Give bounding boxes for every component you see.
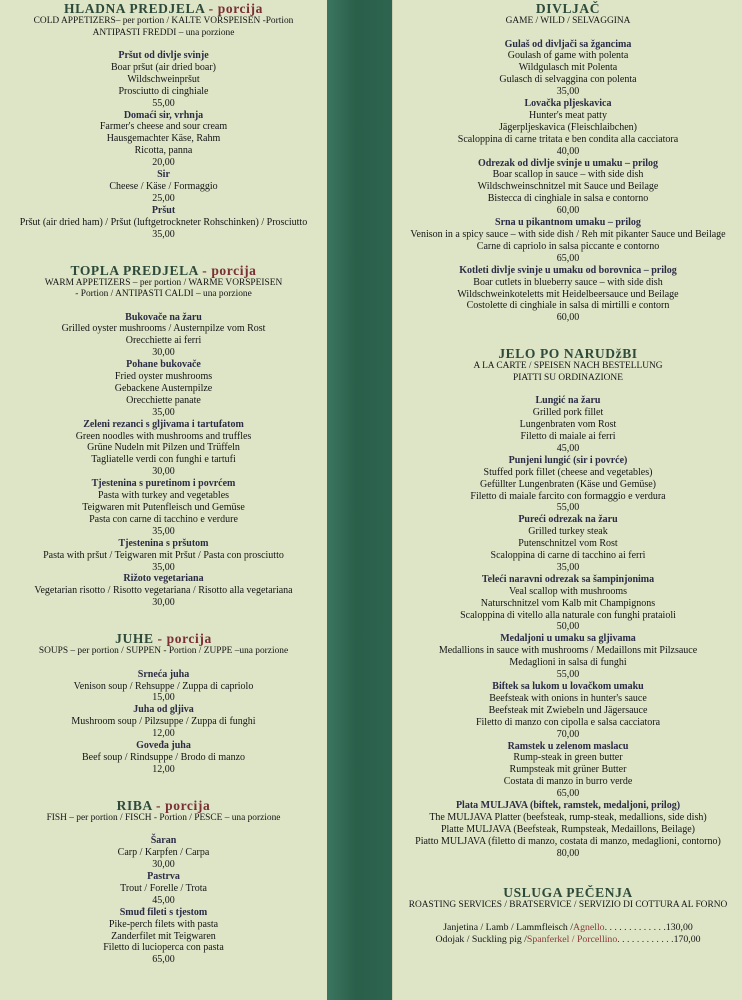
menu-item-description: Beef soup / Rindsuppe / Brodo di manzo bbox=[81, 752, 246, 763]
menu-item-description: Filetto di manzo con cipolla e salsa cacciatora bbox=[475, 716, 661, 728]
menu-item-description: Carp / Karpfen / Carpa bbox=[117, 847, 210, 859]
menu-item bbox=[0, 110, 327, 170]
menu-item-description: Ricotta, panna bbox=[134, 145, 193, 157]
section-gap bbox=[393, 874, 742, 885]
roast-item-dots: . . . . . . . . . . . . . bbox=[604, 922, 666, 934]
section-title bbox=[0, 631, 327, 646]
menu-item-description: Scaloppina di vitello alla naturale con funghi prataioli bbox=[460, 609, 676, 621]
menu-item bbox=[0, 907, 327, 967]
section-gap bbox=[393, 384, 742, 395]
menu-item-price: 35,00 bbox=[152, 525, 175, 537]
menu-item-description: Costata di manzo in burro verde bbox=[503, 776, 633, 788]
section-gap bbox=[0, 301, 327, 312]
section-subtitle: - Portion / ANTIPASTI CALDI – una porzione bbox=[75, 289, 252, 299]
menu-item-name: Plata MULJAVA (biftek, ramstek, medaljoni, prilog) bbox=[455, 800, 681, 812]
roast-item-label: Odojak / Suckling pig / bbox=[435, 934, 527, 945]
menu-item-name: Sir bbox=[157, 169, 170, 181]
section-title-text: RIBA bbox=[116, 797, 153, 813]
menu-item-name: Gulaš od divljači sa žgancima bbox=[504, 38, 632, 50]
roast-item-price: 170,00 bbox=[673, 934, 701, 945]
menu-item bbox=[0, 169, 327, 205]
section-title-suffix: - porcija bbox=[153, 631, 212, 647]
menu-item-description: Trout / Forelle / Trota bbox=[120, 882, 207, 894]
menu-item-description: Gulasch di selvaggina con polenta bbox=[499, 74, 637, 86]
menu-item-description: Vegetarian risotto / Risotto vegetariana / Risotto alla vegetariana bbox=[34, 585, 293, 597]
menu-item-price: 45,00 bbox=[556, 442, 580, 454]
menu-item-price: 65,00 bbox=[152, 954, 175, 966]
menu-item bbox=[0, 419, 327, 479]
section-gap bbox=[393, 28, 742, 39]
menu-item-price: 35,00 bbox=[152, 406, 175, 418]
menu-item-name: Domaći sir, vrhnja bbox=[123, 109, 204, 121]
menu-item-name: Pršut bbox=[151, 204, 176, 216]
menu-item bbox=[393, 800, 742, 860]
menu-item-price: 25,00 bbox=[152, 192, 175, 204]
menu-item-name: Srna u pikantnom umaku – prilog bbox=[495, 217, 641, 229]
menu-item-price: 15,00 bbox=[152, 692, 175, 704]
menu-item-price: 30,00 bbox=[152, 859, 175, 871]
menu-item-description: Platte MULJAVA (Beefsteak, Rumpsteak, Medaillons, Beilage) bbox=[440, 823, 696, 835]
menu-item-description: Rumpsteak mit grüner Butter bbox=[509, 764, 627, 776]
menu-item bbox=[393, 455, 742, 515]
menu-item bbox=[393, 158, 742, 218]
menu-item-description: Jägerpljeskavica (Fleischlaibchen) bbox=[499, 121, 637, 133]
section-subtitle: SOUPS – per portion / SUPPEN - Portion / ZUPPE –una porzione bbox=[38, 646, 289, 657]
menu-item-price: 80,00 bbox=[556, 847, 580, 859]
menu-item-name: Pureći odrezak na žaru bbox=[518, 514, 618, 526]
roast-item-label-accent: Spanferkel / Porcellino bbox=[526, 934, 618, 945]
menu-item-description: Boar pršut (air dried boar) bbox=[111, 61, 216, 73]
menu-item-name: Bukovače na žaru bbox=[125, 311, 202, 323]
menu-item-description: Carne di capriolo in salsa piccante e contorno bbox=[476, 240, 660, 252]
menu-item-price: 65,00 bbox=[556, 788, 580, 800]
menu-item-name: Šaran bbox=[150, 835, 177, 847]
menu-item bbox=[0, 205, 327, 241]
menu-item-price: 45,00 bbox=[152, 894, 175, 906]
section-gap bbox=[393, 860, 742, 874]
menu-column-right bbox=[393, 1, 742, 946]
menu-item-name: Odrezak od divlje svinje u umaku – prilog bbox=[477, 157, 659, 169]
menu-item-name: Ramstek u zelenom maslacu bbox=[507, 740, 629, 752]
menu-item-description: Venison in a spicy sauce – with side dish / Reh mit pikanter Sauce und Beilage bbox=[410, 229, 726, 240]
menu-item-description: Medallions in sauce with mushrooms / Medaillons mit Pilzsauce bbox=[438, 645, 698, 657]
menu-item bbox=[0, 573, 327, 609]
section-title bbox=[393, 1, 742, 16]
menu-item-name: Pastrva bbox=[147, 871, 180, 883]
menu-item-description: Green noodles with mushrooms and truffles bbox=[75, 430, 252, 442]
menu-item-description: Lungenbraten vom Rost bbox=[519, 419, 617, 431]
section-gap bbox=[0, 620, 327, 631]
menu-item-name: Pršut od divlje svinje bbox=[118, 50, 209, 61]
menu-item-description: Piatto MULJAVA (filetto di manzo, costata di manzo, medaglioni, contorno) bbox=[415, 835, 721, 847]
menu-item-description: Putenschnitzel vom Rost bbox=[518, 538, 618, 550]
menu-item-price: 55,00 bbox=[556, 669, 580, 681]
roast-item-label: Janjetina / Lamb / Lammfleisch / bbox=[443, 922, 574, 934]
menu-item-price: 60,00 bbox=[556, 205, 580, 217]
menu-item bbox=[0, 50, 327, 110]
menu-item-price: 30,00 bbox=[152, 347, 175, 359]
roast-item bbox=[393, 922, 742, 934]
menu-item bbox=[0, 538, 327, 574]
roast-item-dots: . . . . . . . . . . . . bbox=[617, 934, 674, 945]
menu-item-description: Pasta con carne di tacchino e verdure bbox=[89, 513, 238, 525]
menu-item-price: 12,00 bbox=[152, 728, 175, 740]
menu-column-left bbox=[0, 1, 327, 966]
menu-item-description: Rump-steak in green butter bbox=[513, 752, 623, 764]
menu-item-price: 60,00 bbox=[556, 312, 580, 324]
section-gap bbox=[0, 609, 327, 620]
roast-item-price: 130,00 bbox=[665, 922, 693, 934]
section-subtitle: COLD APPETIZERS– per portion / KALTE VORSPEISEN -Portion bbox=[33, 16, 294, 26]
menu-item-price: 35,00 bbox=[152, 228, 175, 240]
menu-item-name: Tjestenina s pršutom bbox=[118, 537, 209, 549]
menu-item-name: Smuđ fileti s tjestom bbox=[119, 906, 208, 918]
section-subtitle: ANTIPASTI FREDDI – una porzione bbox=[92, 27, 235, 38]
menu-item-name: Lungić na žaru bbox=[535, 395, 601, 407]
menu-item bbox=[0, 669, 327, 705]
menu-item bbox=[393, 265, 742, 325]
menu-item-description: Boar scallop in sauce – with side dish bbox=[492, 169, 644, 181]
section-title-text: JELO PO NARUDžBI bbox=[498, 346, 638, 362]
menu-item-name: Zeleni rezanci s gljivama i tartufatom bbox=[83, 418, 244, 430]
menu-item bbox=[393, 39, 742, 99]
menu-item-price: 20,00 bbox=[152, 157, 175, 169]
menu-item-description: Stuffed pork fillet (cheese and vegetables) bbox=[483, 466, 653, 478]
menu-item bbox=[393, 741, 742, 801]
menu-item-description: Fried oyster mushrooms bbox=[114, 371, 213, 383]
menu-item-description: Wildschweinschnitzel mit Sauce und Beilage bbox=[477, 181, 659, 193]
menu-item-description: Beefsteak with onions in hunter's sauce bbox=[489, 692, 647, 704]
menu-item-description: Prosciutto di cinghiale bbox=[118, 85, 209, 97]
section-gap bbox=[0, 787, 327, 798]
menu-item bbox=[0, 871, 327, 907]
menu-page-right bbox=[392, 0, 742, 1000]
menu-item-name: Lovačka pljeskavica bbox=[524, 98, 612, 110]
section-title-suffix: - porcija bbox=[204, 1, 263, 16]
menu-item-description: Filetto di maiale ai ferri bbox=[520, 430, 616, 442]
menu-item-description: Hausgemachter Käse, Rahm bbox=[106, 133, 221, 145]
menu-item-description: Naturschnitzel vom Kalb mit Champignons bbox=[480, 597, 656, 609]
menu-item-description: Costolette di cinghiale in salsa di mirtilli e contorn bbox=[466, 300, 670, 312]
section-title bbox=[393, 885, 742, 900]
menu-item-description: Pasta with turkey and vegetables bbox=[97, 490, 230, 502]
menu-item bbox=[393, 395, 742, 455]
section-title-suffix: - porcija bbox=[198, 262, 257, 278]
menu-item bbox=[393, 514, 742, 574]
section-subtitle: ROASTING SERVICES / BRATSERVICE / SERVIZIO DI COTTURA AL FORNO bbox=[408, 899, 728, 910]
menu-item-description: Grilled turkey steak bbox=[528, 526, 608, 538]
section-title-suffix: - porcija bbox=[152, 797, 211, 813]
menu-item-description: Gebackene Austernpilze bbox=[114, 382, 213, 394]
section-subtitle: GAME / WILD / SELVAGGINA bbox=[505, 16, 631, 26]
menu-item-description: Wildschweinpršut bbox=[127, 73, 200, 85]
menu-item-description: Boar cutlets in blueberry sauce – with side dish bbox=[473, 276, 663, 288]
menu-item-name: Punjeni lungić (sir i povrće) bbox=[508, 454, 628, 466]
menu-item-name: Kotleti divlje svinje u umaku od borovnica – prilog bbox=[459, 264, 677, 276]
menu-item-description: Beefsteak mit Zwiebeln und Jägersauce bbox=[488, 704, 648, 716]
menu-item-description: Filetto di lucioperca con pasta bbox=[103, 942, 224, 954]
menu-item bbox=[393, 217, 742, 265]
section-title bbox=[393, 346, 742, 361]
menu-item-price: 50,00 bbox=[556, 621, 580, 633]
menu-item-price: 70,00 bbox=[556, 728, 580, 740]
menu-item bbox=[393, 574, 742, 634]
menu-item-name: Teleći naravni odrezak sa šampinjonima bbox=[481, 573, 655, 585]
menu-item-description: Scaloppina di carne tritata e ben condita alla cacciatora bbox=[457, 133, 679, 145]
menu-item-description: Orecchiette ai ferri bbox=[125, 335, 202, 347]
menu-item-description: Pasta with pršut / Teigwaren mit Pršut / Pasta con prosciutto bbox=[43, 549, 284, 561]
menu-item-name: Medaljoni u umaku sa gljivama bbox=[500, 633, 636, 645]
menu-item-description: Grilled oyster mushrooms / Austernpilze vom Rost bbox=[61, 323, 266, 335]
section-subtitle: A LA CARTE / SPEISEN NACH BESTELLUNG bbox=[473, 361, 663, 372]
menu-item-description: The MULJAVA Platter (beefsteak, rump-steak, medallions, side dish) bbox=[429, 811, 707, 823]
section-gap bbox=[0, 658, 327, 669]
menu-item-price: 65,00 bbox=[556, 252, 580, 264]
section-subtitle: PIATTI SU ORDINAZIONE bbox=[513, 372, 623, 383]
menu-item-description: Medaglioni in salsa di funghi bbox=[509, 657, 627, 669]
menu-item-description: Zanderfilet mit Teigwaren bbox=[111, 930, 216, 942]
menu-item-description: Grilled pork fillet bbox=[532, 407, 604, 419]
menu-item-description: Orecchiette panate bbox=[126, 394, 201, 406]
menu-item bbox=[0, 704, 327, 740]
section-gap bbox=[393, 911, 742, 922]
menu-item-description: Venison soup / Rehsuppe / Zuppa di capriolo bbox=[73, 680, 254, 692]
section-title-text: TOPLA PREDJELA bbox=[70, 262, 199, 278]
section-gap bbox=[393, 324, 742, 335]
roast-item bbox=[393, 934, 742, 946]
menu-item bbox=[393, 681, 742, 741]
section-title-text: JUHE bbox=[115, 631, 154, 647]
menu-item-name: Rižoto vegetariana bbox=[123, 573, 204, 585]
menu-item-description: Mushroom soup / Pilzsuppe / Zuppa di funghi bbox=[71, 716, 256, 728]
section-gap bbox=[0, 241, 327, 252]
menu-item-price: 55,00 bbox=[152, 97, 175, 109]
menu-item-description: Tagliatelle verdi con funghi e tartufi bbox=[91, 454, 236, 466]
menu-item-description: Bistecca di cinghiale in salsa e contorno bbox=[487, 193, 649, 205]
menu-item-description: Hunter's meat patty bbox=[529, 109, 607, 121]
menu-item-name: Juha od gljiva bbox=[133, 704, 194, 716]
section-title-text: HLADNA PREDJELA bbox=[64, 1, 205, 16]
menu-item-price: 35,00 bbox=[556, 561, 580, 573]
menu-item bbox=[0, 359, 327, 419]
menu-item-name: Biftek sa lukom u lovačkom umaku bbox=[492, 681, 644, 692]
menu-item-description: Pike-perch filets with pasta bbox=[108, 918, 219, 930]
menu-item-price: 30,00 bbox=[152, 466, 175, 478]
section-subtitle: FISH – per portion / FISCH - Portion / PESCE – una porzione bbox=[46, 812, 281, 823]
section-title-text: USLUGA PEČENJA bbox=[503, 884, 633, 900]
menu-page-left bbox=[0, 0, 328, 1000]
section-gap bbox=[0, 776, 327, 787]
section-title bbox=[0, 1, 327, 16]
menu-item-name: Srneća juha bbox=[137, 668, 190, 680]
menu-item-description: Wildschweinkoteletts mit Heidelbeersauce und Beilage bbox=[457, 288, 679, 300]
menu-item-price: 30,00 bbox=[152, 597, 175, 609]
menu-item bbox=[393, 633, 742, 681]
menu-item-description: Pršut (air dried ham) / Pršut (luftgetrockneter Rohschinken) / Prosciutto bbox=[19, 216, 308, 228]
menu-item-description: Grüne Nudeln mit Pilzen und Trüffeln bbox=[87, 442, 240, 454]
menu-item-description: Filetto di maiale farcito con formaggio e verdura bbox=[470, 490, 666, 502]
menu-item bbox=[393, 98, 742, 158]
menu-item-description: Farmer's cheese and sour cream bbox=[99, 121, 228, 133]
menu-item-description: Wildgulasch mit Polenta bbox=[518, 62, 618, 74]
menu-item bbox=[0, 478, 327, 538]
menu-item-description: Goulash of game with polenta bbox=[507, 50, 629, 62]
menu-item-description: Gefüllter Lungenbraten (Käse und Gemüse) bbox=[479, 478, 657, 490]
menu-item-description: Veal scallop with mushrooms bbox=[508, 585, 628, 597]
menu-item-price: 12,00 bbox=[152, 763, 175, 775]
section-title bbox=[0, 798, 327, 813]
menu-item-price: 55,00 bbox=[556, 502, 580, 514]
menu-item bbox=[0, 740, 327, 776]
section-subtitle: WARM APPETIZERS – per portion / WARME VORSPEISEN bbox=[44, 277, 283, 288]
section-gap bbox=[0, 39, 327, 50]
menu-item-name: Pohane bukovače bbox=[126, 359, 201, 371]
menu-item-description: Scaloppina di carne di tacchino ai ferri bbox=[490, 550, 646, 562]
menu-item-name: Tjestenina s puretinom i povrćem bbox=[91, 478, 236, 490]
section-gap bbox=[0, 824, 327, 835]
menu-item bbox=[0, 312, 327, 360]
section-title bbox=[0, 263, 327, 278]
menu-item-price: 35,00 bbox=[556, 86, 580, 98]
menu-item-description: Teigwaren mit Putenfleisch und Gemüse bbox=[82, 502, 245, 513]
page-gutter bbox=[327, 0, 392, 1000]
section-gap bbox=[0, 252, 327, 263]
roast-item-label-accent: Agnello bbox=[573, 922, 605, 934]
menu-item-name: Goveđa juha bbox=[136, 740, 191, 752]
menu-item-description: Cheese / Käse / Formaggio bbox=[109, 180, 218, 192]
menu-item bbox=[0, 835, 327, 871]
menu-item-price: 35,00 bbox=[152, 561, 175, 573]
section-title-text: DIVLJAČ bbox=[535, 1, 601, 16]
section-gap bbox=[393, 335, 742, 346]
menu-item-price: 40,00 bbox=[556, 145, 580, 157]
